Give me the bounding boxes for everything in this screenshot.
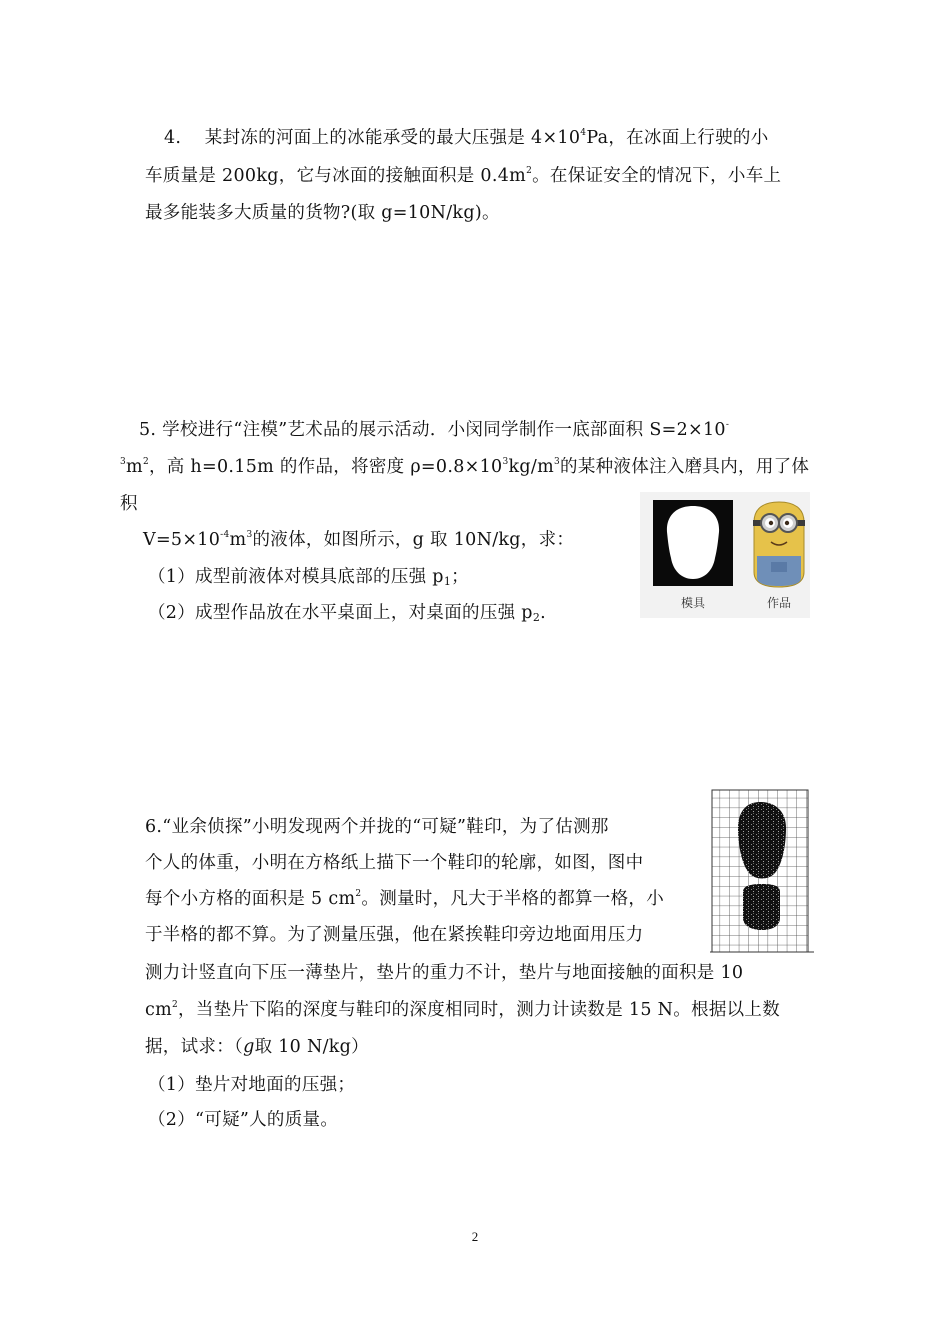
q6-line-5: 测力计竖直向下压一薄垫片，垫片的重力不计，垫片与地面接触的面积是 10 bbox=[145, 963, 744, 983]
q4-line-3: 最多能装多大质量的货物?(取 g=10N/kg)。 bbox=[145, 203, 500, 223]
q4-number: 4. bbox=[164, 128, 182, 148]
q5-line-1: 5. 学校进行“注模”艺术品的展示活动．小闵同学制作一底部面积 S=2×10- bbox=[139, 420, 730, 440]
q6-line-7: 据，试求：（g取 10 N/kg） bbox=[145, 1037, 369, 1057]
page-number: 2 bbox=[471, 1229, 479, 1244]
q6-line-2: 个人的体重，小明在方格纸上描下一个鞋印的轮廓，如图，图中 bbox=[145, 853, 644, 873]
work-label: 作品 bbox=[766, 596, 792, 610]
q6-line-6: $cm^2$，当垫片下陷的深度与鞋印的深度相同时，测力计读数是 15 N。根据以上数 bbox=[145, 1000, 781, 1020]
q6-item-2: （2）“可疑”人的质量。 bbox=[148, 1110, 339, 1130]
q6-line-4: 于半格的都不算。为了测量压强，他在紧挨鞋印旁边地面用压力 bbox=[145, 925, 644, 945]
q5-item-1: （1）成型前液体对模具底部的压强 $p_1$； bbox=[148, 567, 469, 588]
mold-figure bbox=[640, 492, 810, 618]
q5-line-3: 积 bbox=[120, 494, 138, 514]
mold-and-work-image bbox=[640, 492, 810, 618]
mold-cavity bbox=[667, 506, 719, 579]
q6-item-1: （1）垫片对地面的压强； bbox=[148, 1075, 356, 1095]
q5-item-2: （2）成型作品放在水平桌面上，对桌面的压强 $p_2$. bbox=[148, 603, 546, 624]
q5-line-2: $^3m^2$，高 h=0.15m 的作品，将密度 $\rho=0.8\times 10^3kg/m^3$的某种液体注入磨具内，用了体 bbox=[120, 457, 810, 477]
minion-figure bbox=[753, 502, 805, 587]
q6-line-1: 6.“业余侦探”小明发现两个并拢的“可疑”鞋印，为了估测那 bbox=[145, 817, 609, 837]
q4-line-1: 4. 某封冻的河面上的冰能承受的最大压强是 $4\times 10^4Pa$，在冰面上行驶的小 bbox=[164, 128, 769, 148]
q6-line-3: 每个小方格的面积是 5 $cm^2$。测量时，凡大于半格的都算一格，小 bbox=[145, 889, 664, 909]
q5-line-4: $V=5\times 10^{-4}m^3$的液体，如图所示，g 取 10N/kg，求： bbox=[143, 530, 575, 550]
shoeprint-heel bbox=[743, 884, 780, 930]
shoeprint-figure bbox=[710, 788, 814, 958]
shoeprint-grid-image bbox=[710, 788, 814, 958]
mold-label: 模具 bbox=[680, 596, 706, 610]
q4-line-2: 车质量是 200kg，它与冰面的接触面积是 $0.4m^2$。在保证安全的情况下，小车上 bbox=[145, 166, 782, 186]
